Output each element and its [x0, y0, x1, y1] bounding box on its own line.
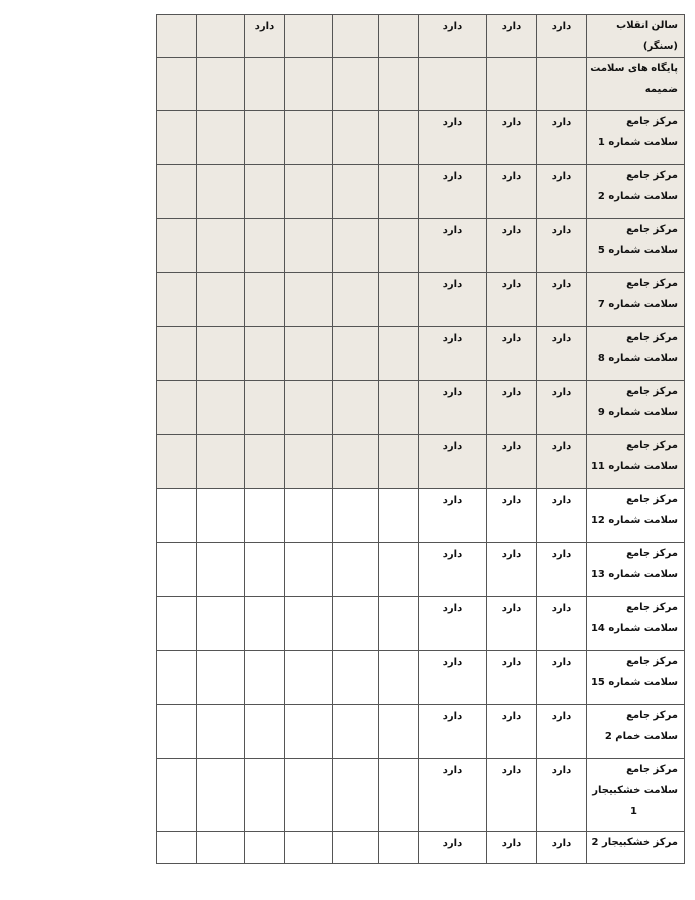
- facility-name-line: مرکز خشکبیجار 2: [591, 837, 678, 848]
- value-cell: [197, 273, 245, 327]
- value-cell: دارد: [537, 705, 587, 759]
- value-cell: دارد: [419, 705, 487, 759]
- value-cell: دارد: [537, 219, 587, 273]
- value-cell: [245, 165, 285, 219]
- value-cell: [157, 489, 197, 543]
- value-cell: [333, 597, 379, 651]
- table-row: [157, 705, 685, 759]
- value-cell: [333, 435, 379, 489]
- value-cell: دارد: [487, 111, 537, 165]
- value-cell: [245, 651, 285, 705]
- facility-name-line: سلامت شماره 9: [597, 407, 678, 418]
- facility-name-cell: [587, 651, 685, 705]
- facility-name-cell: [587, 832, 685, 864]
- value-cell: [197, 381, 245, 435]
- value-cell: [245, 327, 285, 381]
- value-cell: دارد: [419, 543, 487, 597]
- facility-name-cell: [587, 165, 685, 219]
- table-row: [157, 111, 685, 165]
- value-cell: دارد: [487, 705, 537, 759]
- value-cell: [285, 543, 333, 597]
- value-cell: دارد: [487, 832, 537, 864]
- facility-name-line: مرکز جامع: [626, 548, 678, 559]
- value-cell: [379, 597, 419, 651]
- value-cell: [379, 219, 419, 273]
- value-cell: [245, 111, 285, 165]
- value-cell: [333, 165, 379, 219]
- value-cell: [197, 111, 245, 165]
- facility-name-line: پایگاه های سلامت: [590, 63, 678, 74]
- facility-name-cell: [587, 489, 685, 543]
- value-cell: [197, 489, 245, 543]
- table-row: [157, 165, 685, 219]
- table-row: [157, 15, 685, 58]
- facility-name-line: سلامت شماره 13: [590, 569, 678, 580]
- value-cell: [197, 759, 245, 832]
- value-cell: [379, 435, 419, 489]
- value-cell: [245, 543, 285, 597]
- value-cell: [197, 705, 245, 759]
- value-cell: دارد: [419, 759, 487, 832]
- value-cell: [197, 597, 245, 651]
- table-row: [157, 759, 685, 832]
- value-cell: [285, 597, 333, 651]
- facility-name-cell: [587, 543, 685, 597]
- facility-name-cell: [587, 111, 685, 165]
- value-cell: دارد: [487, 651, 537, 705]
- value-cell: [245, 219, 285, 273]
- value-cell: [379, 832, 419, 864]
- table-row: [157, 219, 685, 273]
- table-row: [157, 273, 685, 327]
- facility-name-line: سلامت شماره 8: [597, 353, 678, 364]
- value-cell: دارد: [487, 219, 537, 273]
- value-cell: [245, 759, 285, 832]
- value-cell: دارد: [419, 651, 487, 705]
- value-cell: [197, 165, 245, 219]
- value-cell: دارد: [537, 435, 587, 489]
- services-table: [156, 14, 685, 864]
- value-cell: دارد: [487, 435, 537, 489]
- facility-name-cell: [587, 705, 685, 759]
- value-cell: [379, 327, 419, 381]
- value-cell: [333, 381, 379, 435]
- facility-name-line: سلامت خمام 2: [604, 731, 678, 742]
- facility-name-line: سلامت خشکبیجار: [592, 785, 678, 796]
- facility-name-line: مرکز جامع: [626, 278, 678, 289]
- value-cell: [333, 273, 379, 327]
- facility-name-cell: [587, 273, 685, 327]
- value-cell: دارد: [487, 273, 537, 327]
- value-cell: [379, 651, 419, 705]
- value-cell: [379, 58, 419, 111]
- value-cell: [285, 832, 333, 864]
- facility-name-line: ضمیمه: [644, 84, 678, 95]
- facility-name-line: سلامت شماره 1: [597, 137, 678, 148]
- facility-name-cell: [587, 381, 685, 435]
- value-cell: [379, 111, 419, 165]
- facility-name-cell: [587, 327, 685, 381]
- value-cell: [379, 381, 419, 435]
- value-cell: [197, 832, 245, 864]
- table-row: [157, 651, 685, 705]
- value-cell: [157, 327, 197, 381]
- value-cell: دارد: [419, 111, 487, 165]
- facility-name-line: مرکز جامع: [626, 602, 678, 613]
- facility-name-cell: [587, 759, 685, 832]
- value-cell: [157, 111, 197, 165]
- value-cell: [197, 435, 245, 489]
- value-cell: [245, 489, 285, 543]
- value-cell: دارد: [537, 381, 587, 435]
- facility-name-cell: [587, 15, 685, 58]
- value-cell: دارد: [537, 15, 587, 58]
- value-cell: دارد: [537, 832, 587, 864]
- table-row: [157, 597, 685, 651]
- value-cell: [197, 651, 245, 705]
- value-cell: [157, 219, 197, 273]
- facility-name-line: مرکز جامع: [626, 170, 678, 181]
- value-cell: دارد: [419, 15, 487, 58]
- value-cell: [285, 111, 333, 165]
- value-cell: دارد: [537, 327, 587, 381]
- table-row: [157, 381, 685, 435]
- facility-name-cell: [587, 597, 685, 651]
- value-cell: [245, 381, 285, 435]
- facility-name-line: سلامت شماره 11: [590, 461, 678, 472]
- value-cell: [285, 165, 333, 219]
- value-cell: [157, 759, 197, 832]
- value-cell: [379, 273, 419, 327]
- value-cell: دارد: [419, 273, 487, 327]
- value-cell: [419, 58, 487, 111]
- value-cell: دارد: [537, 273, 587, 327]
- table-row: [157, 327, 685, 381]
- value-cell: دارد: [537, 165, 587, 219]
- value-cell: [245, 597, 285, 651]
- value-cell: [379, 543, 419, 597]
- value-cell: [157, 651, 197, 705]
- value-cell: [285, 651, 333, 705]
- value-cell: دارد: [537, 111, 587, 165]
- value-cell: [245, 832, 285, 864]
- value-cell: [285, 489, 333, 543]
- facility-name-line: سلامت شماره 15: [590, 677, 678, 688]
- value-cell: [285, 327, 333, 381]
- value-cell: دارد: [487, 15, 537, 58]
- facility-name-line: مرکز جامع: [626, 764, 678, 775]
- facility-name-line: مرکز جامع: [626, 386, 678, 397]
- value-cell: [197, 219, 245, 273]
- value-cell: [379, 759, 419, 832]
- value-cell: [333, 15, 379, 58]
- value-cell: [245, 273, 285, 327]
- value-cell: [285, 219, 333, 273]
- value-cell: [157, 597, 197, 651]
- table-row: [157, 543, 685, 597]
- facility-name-line: مرکز جامع: [626, 494, 678, 505]
- facility-name-line: سلامت شماره 14: [590, 623, 678, 634]
- value-cell: [333, 489, 379, 543]
- facility-name-line: مرکز جامع: [626, 710, 678, 721]
- value-cell: دارد: [487, 489, 537, 543]
- value-cell: [285, 435, 333, 489]
- value-cell: دارد: [487, 759, 537, 832]
- value-cell: دارد: [419, 435, 487, 489]
- table-row: [157, 832, 685, 864]
- value-cell: دارد: [419, 832, 487, 864]
- value-cell: دارد: [487, 165, 537, 219]
- value-cell: [379, 489, 419, 543]
- value-cell: [537, 58, 587, 111]
- value-cell: [285, 381, 333, 435]
- value-cell: [157, 165, 197, 219]
- facility-name-line: سلامت شماره 12: [590, 515, 678, 526]
- value-cell: دارد: [419, 597, 487, 651]
- value-cell: دارد: [537, 489, 587, 543]
- value-cell: دارد: [537, 597, 587, 651]
- value-cell: دارد: [419, 219, 487, 273]
- facility-name-line: سلامت شماره 5: [597, 245, 678, 256]
- value-cell: [285, 705, 333, 759]
- value-cell: دارد: [245, 15, 285, 58]
- value-cell: [197, 543, 245, 597]
- facility-name-cell: [587, 58, 685, 111]
- value-cell: دارد: [537, 651, 587, 705]
- facility-name-line: مرکز جامع: [626, 332, 678, 343]
- value-cell: [285, 58, 333, 111]
- table-row: [157, 58, 685, 111]
- value-cell: دارد: [419, 381, 487, 435]
- value-cell: [157, 273, 197, 327]
- value-cell: [333, 219, 379, 273]
- table-row: [157, 489, 685, 543]
- value-cell: [245, 705, 285, 759]
- value-cell: [333, 705, 379, 759]
- facility-name-line: مرکز جامع: [626, 440, 678, 451]
- value-cell: [285, 273, 333, 327]
- value-cell: [333, 832, 379, 864]
- value-cell: [333, 651, 379, 705]
- value-cell: دارد: [537, 759, 587, 832]
- value-cell: [487, 58, 537, 111]
- value-cell: [197, 327, 245, 381]
- value-cell: [285, 15, 333, 58]
- value-cell: دارد: [487, 327, 537, 381]
- value-cell: [285, 759, 333, 832]
- value-cell: دارد: [419, 489, 487, 543]
- table-row: [157, 435, 685, 489]
- value-cell: [157, 435, 197, 489]
- facility-name-line: سالن انقلاب (سنگر): [616, 20, 678, 52]
- value-cell: [197, 15, 245, 58]
- value-cell: [157, 58, 197, 111]
- value-cell: [245, 58, 285, 111]
- value-cell: دارد: [487, 597, 537, 651]
- value-cell: [379, 165, 419, 219]
- value-cell: [333, 759, 379, 832]
- value-cell: [333, 327, 379, 381]
- value-cell: [379, 705, 419, 759]
- facility-name-line: 1: [630, 806, 637, 817]
- facility-name-cell: [587, 435, 685, 489]
- value-cell: [157, 15, 197, 58]
- value-cell: [245, 435, 285, 489]
- facility-name-line: مرکز جامع: [626, 116, 678, 127]
- value-cell: [333, 58, 379, 111]
- value-cell: دارد: [487, 543, 537, 597]
- value-cell: دارد: [419, 165, 487, 219]
- value-cell: [333, 543, 379, 597]
- value-cell: [157, 832, 197, 864]
- facility-name-line: سلامت شماره 7: [597, 299, 678, 310]
- facility-name-line: مرکز جامع: [626, 656, 678, 667]
- value-cell: [157, 381, 197, 435]
- value-cell: [157, 543, 197, 597]
- value-cell: دارد: [419, 327, 487, 381]
- value-cell: [157, 705, 197, 759]
- facility-name-cell: [587, 219, 685, 273]
- value-cell: دارد: [487, 381, 537, 435]
- value-cell: [379, 15, 419, 58]
- facility-name-line: سلامت شماره 2: [597, 191, 678, 202]
- value-cell: [333, 111, 379, 165]
- facility-name-line: مرکز جامع: [626, 224, 678, 235]
- value-cell: [197, 58, 245, 111]
- value-cell: دارد: [537, 543, 587, 597]
